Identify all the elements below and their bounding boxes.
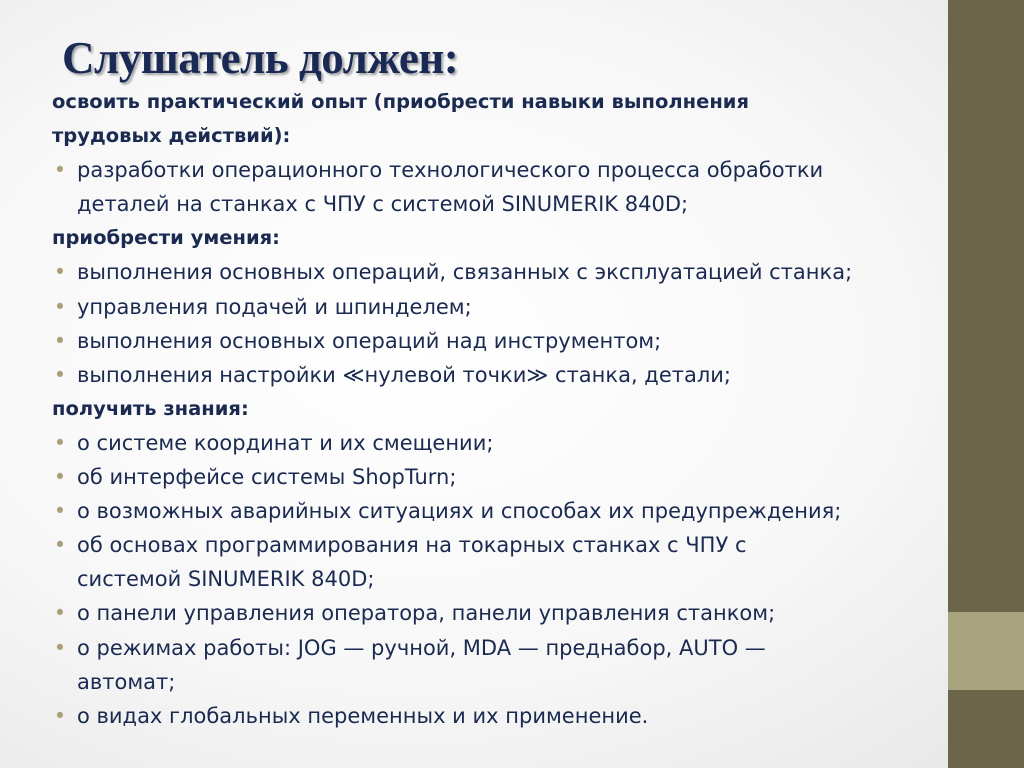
list-item-text: выполнения основных операций над инструментом;	[77, 328, 662, 353]
section-heading-experience: освоить практический опыт (приобрести навыки выполнения	[52, 90, 749, 113]
bullet-icon: •	[53, 430, 67, 455]
bullet-icon: •	[53, 260, 67, 285]
list-item	[52, 358, 932, 392]
list-item-text: о режимах работы: JOG — ручной, MDA — преднабор, AUTO —	[77, 635, 766, 660]
list-item-text: управления подачей и шпинделем;	[77, 294, 472, 319]
list-item-text: об интерфейсе системы ShopTurn;	[77, 465, 457, 490]
list-item-text: о возможных аварийных ситуациях и способах их предупреждения;	[77, 499, 842, 524]
section-heading-experience-cont: трудовых действий):	[52, 124, 291, 148]
list-item	[52, 631, 932, 665]
list-item-continuation: системой SINUMERIK 840D;	[77, 567, 375, 592]
list-item-text: о видах глобальных переменных и их применение.	[77, 703, 649, 728]
bullet-icon: •	[53, 328, 67, 353]
list-item	[52, 460, 932, 494]
list-item	[52, 699, 932, 733]
list-item-text: выполнения основных операций, связанных с эксплуатацией станка;	[77, 260, 853, 285]
bullet-icon: •	[53, 533, 67, 558]
list-item	[52, 528, 932, 562]
slide-title: Слушатель должен:	[62, 33, 459, 83]
list-item-text: об основах программирования на токарных станках с ЧПУ с	[77, 533, 747, 558]
list-item	[52, 426, 932, 460]
list-item-text: разработки операционного технологического процесса обработки	[77, 158, 824, 183]
list-item-continuation: деталей на станках с ЧПУ с системой SINUMERIK 840D;	[77, 192, 689, 217]
list-item	[52, 255, 932, 289]
bullet-icon: •	[53, 601, 67, 626]
list-item-text: выполнения настройки ≪нулевой точки≫ станка, детали;	[77, 362, 731, 387]
bullet-icon: •	[53, 703, 67, 728]
list-item	[52, 324, 932, 358]
section-heading-knowledge: получить знания:	[52, 396, 249, 420]
list-item	[52, 153, 932, 187]
list-item	[52, 596, 932, 630]
bullet-icon: •	[53, 499, 67, 524]
bullet-icon: •	[53, 465, 67, 490]
slide-content	[52, 85, 932, 733]
bullet-icon: •	[53, 635, 67, 660]
bullet-icon: •	[53, 158, 67, 183]
section-heading-skills: приобрести умения:	[52, 226, 280, 250]
list-item	[52, 494, 932, 528]
sidebar-accent-block	[948, 612, 1024, 690]
list-item-text: о панели управления оператора, панели управления станком;	[77, 601, 776, 626]
list-item-text: о системе координат и их смещении;	[77, 430, 494, 455]
list-item	[52, 290, 932, 324]
bullet-icon: •	[53, 362, 67, 387]
bullet-icon: •	[53, 294, 67, 319]
list-item-continuation: автомат;	[77, 669, 176, 694]
